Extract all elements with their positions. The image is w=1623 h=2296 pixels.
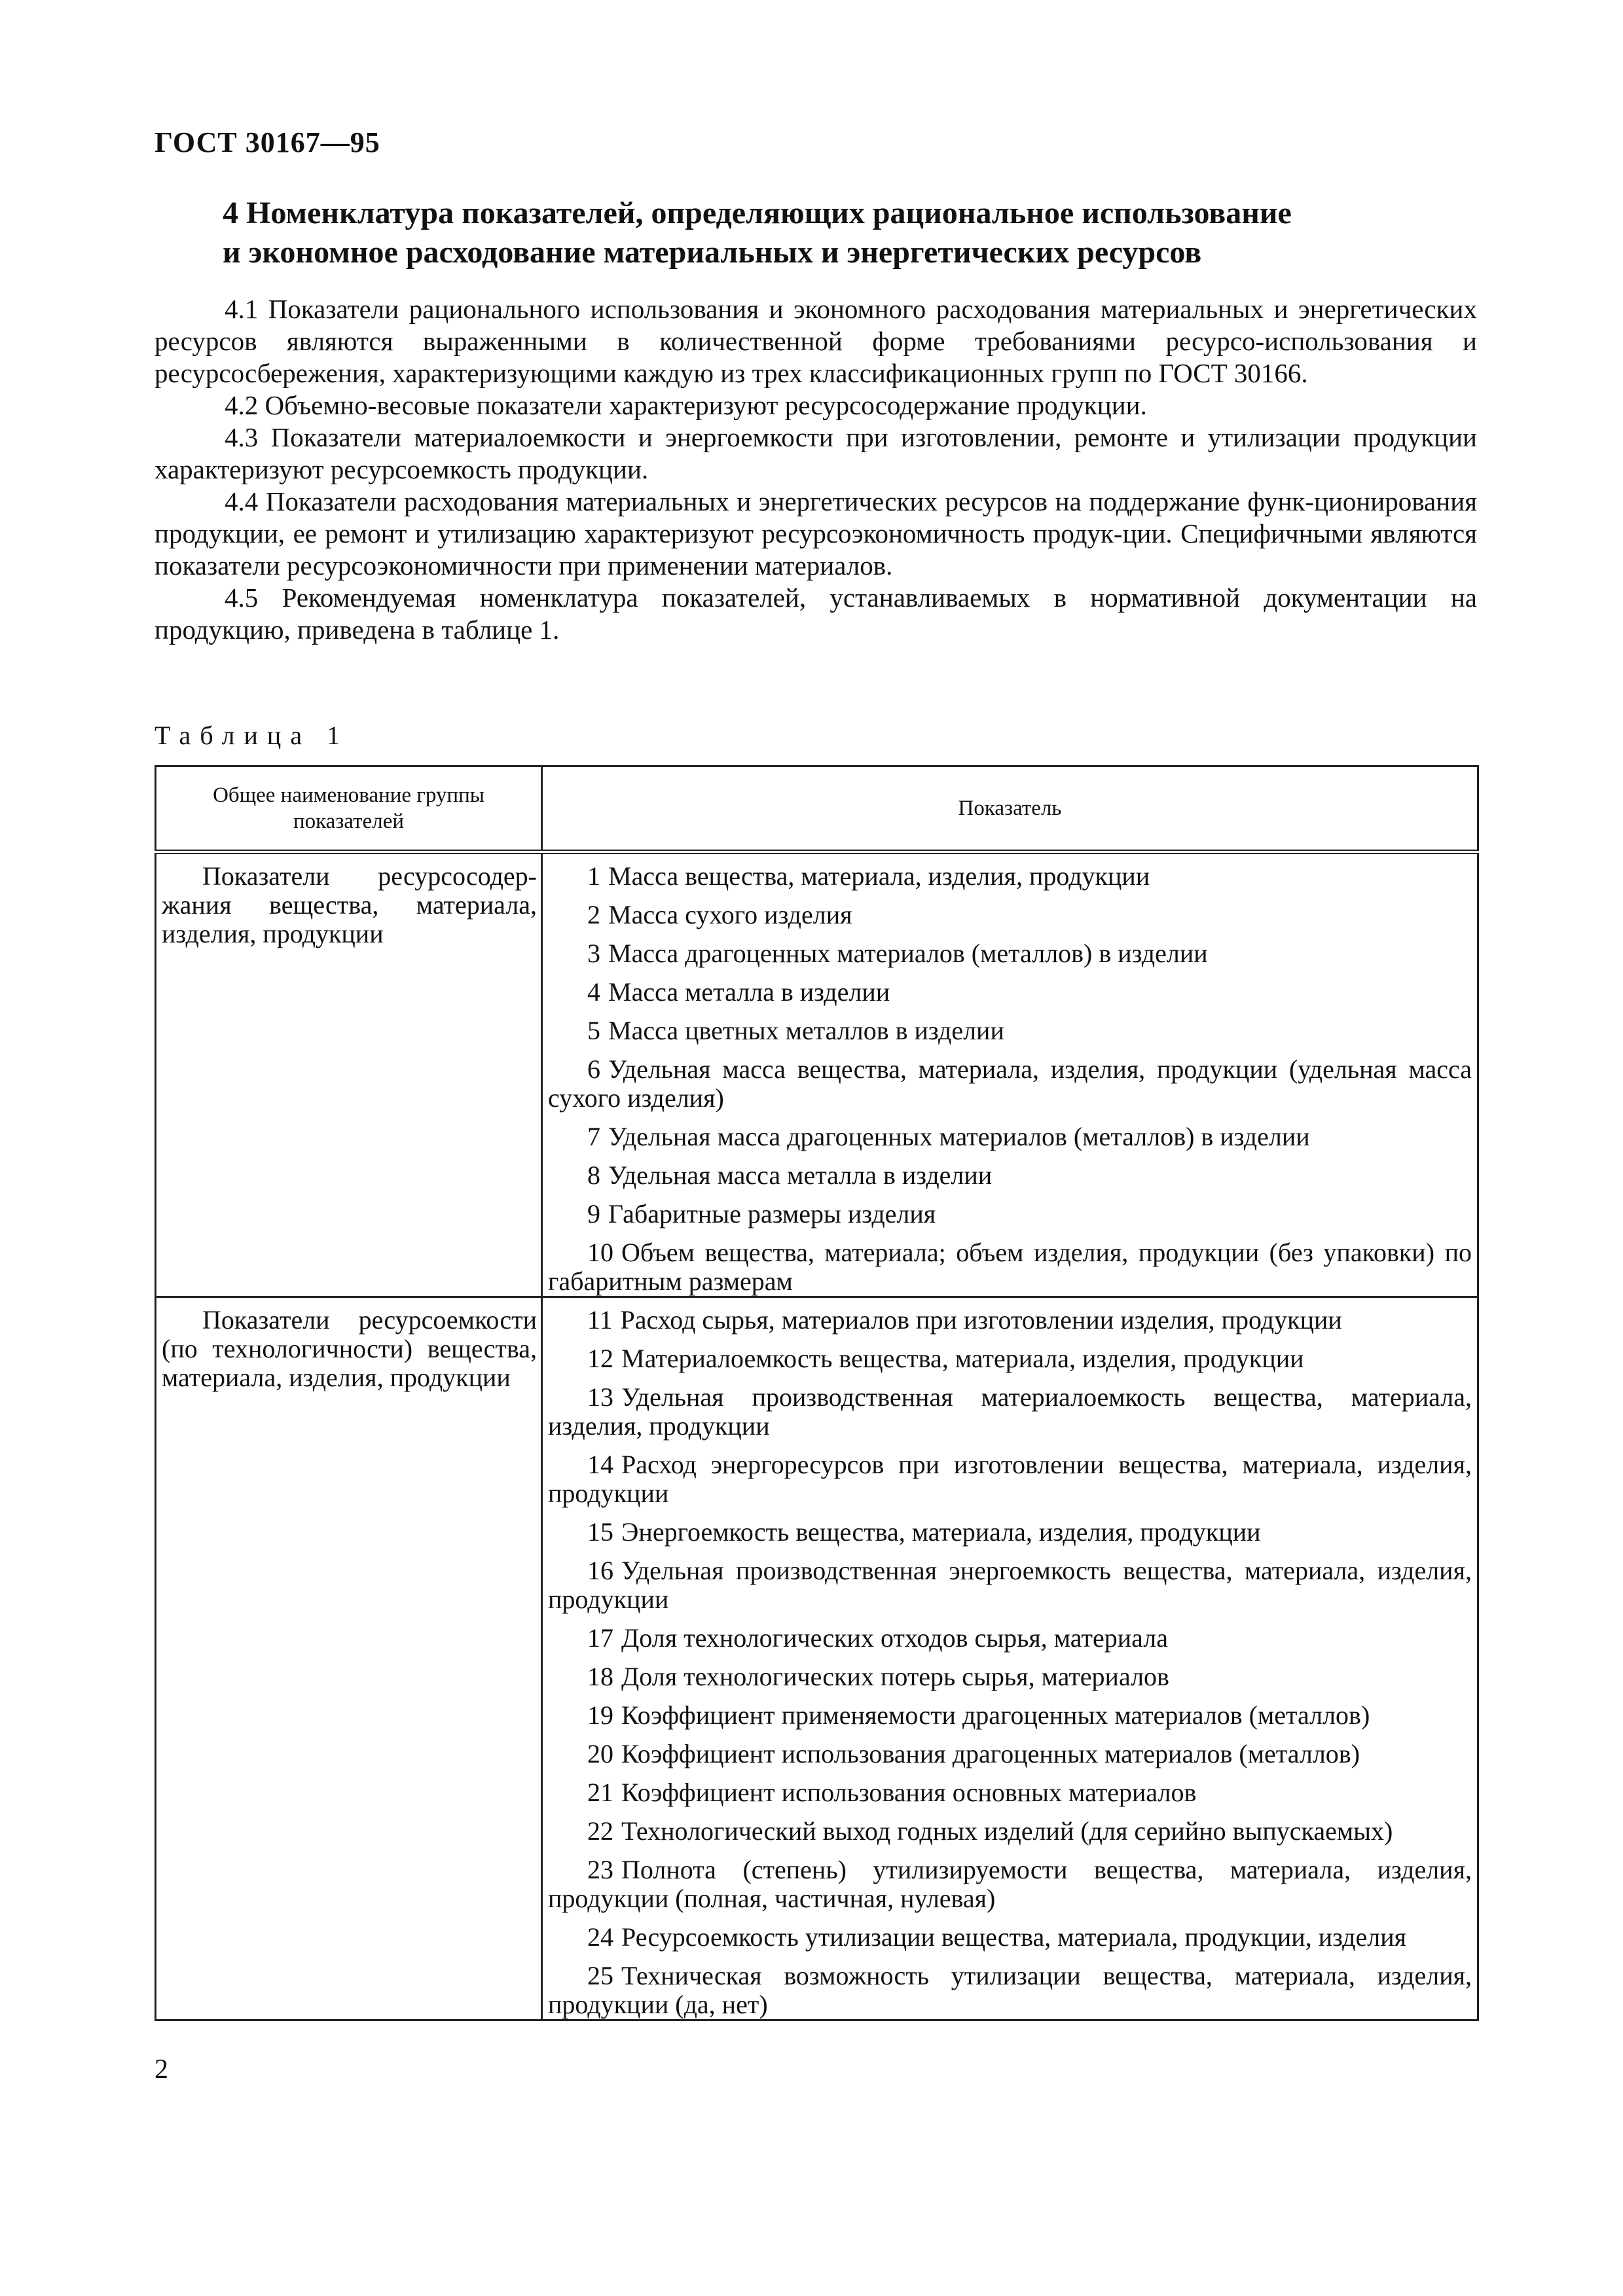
indicator-text: Расход энергоресурсов при изготовлении вещества, материала, изделия, продукции [548,1450,1472,1508]
paragraph-4-3: 4.3 Показатели материалоемкости и энергоемкости при изготовлении, ремонте и утилизации продукции характеризуют ресурсоемкость продукции. [155,422,1477,484]
indicator-number: 15 [587,1517,613,1547]
indicator-item [543,1122,1477,1151]
indicator-number: 23 [587,1855,613,1884]
indicator-text: Коэффициент использования драгоценных материалов (металлов) [621,1739,1360,1768]
indicator-number: 21 [587,1778,613,1807]
indicator-number: 11 [587,1305,613,1335]
indicator-number: 24 [587,1922,613,1952]
table-header-row [156,766,1478,852]
indicator-number: 7 [587,1122,600,1151]
indicator-item [543,1662,1477,1691]
indicator-text: Масса драгоценных материалов (металлов) в изделии [608,939,1208,968]
indicator-number: 1 [587,861,600,891]
indicator-number: 2 [587,900,600,929]
indicator-text: Технологический выход годных изделий (для серийно выпускаемых) [621,1816,1393,1846]
paragraph-4-2: 4.2 Объемно-весовые показатели характеризуют ресурсосодержание продукции. [225,390,1147,420]
indicator-text: Удельная производственная материалоемкость вещества, материала, изделия, продукции [548,1382,1472,1441]
paragraph-4-5: 4.5 Рекомендуемая номенклатура показателей, устанавливаемых в нормативной документации на продукцию, приведена в таблице 1. [155,583,1477,645]
indicator-number: 3 [587,939,600,968]
indicator-text: Доля технологических потерь сырья, материалов [621,1662,1169,1691]
indicator-text: Удельная масса драгоценных материалов (металлов) в изделии [608,1122,1310,1151]
page-number: 2 [155,2054,168,2085]
indicator-text: Масса цветных металлов в изделии [608,1016,1004,1045]
indicator-item [543,1740,1477,1768]
indicator-text: Масса вещества, материала, изделия, продукции [608,861,1150,891]
indicator-item [543,1624,1477,1653]
indicator-number: 19 [587,1700,613,1730]
indicator-number: 5 [587,1016,600,1045]
indicator-text: Техническая возможность утилизации вещества, материала, изделия, продукции (да, нет) [548,1961,1472,2019]
section-title-line-1: 4 Номенклатура показателей, определяющих рациональное использование [223,196,1292,230]
group-name: Показатели ресурсосодер-жания вещества, материала, изделия, продукции [162,861,537,948]
document-code: ГОСТ 30167—95 [155,126,380,158]
group-cell [156,852,542,1297]
indicator-text: Удельная масса металла в изделии [608,1160,993,1190]
indicators-table [155,765,1479,2021]
indicator-item [543,1778,1477,1807]
indicator-text: Удельная масса вещества, материала, изделия, продукции (удельная масса сухого изделия) [548,1054,1472,1113]
indicator-item [543,1344,1477,1373]
indicators-cell [542,852,1478,1297]
body-text [155,293,1477,646]
indicator-item [543,1055,1477,1113]
indicator-item [543,1701,1477,1730]
indicator-item [543,1238,1477,1296]
indicator-number: 12 [587,1344,613,1373]
indicator-text: Доля технологических отходов сырья, материала [621,1623,1168,1653]
indicator-text: Коэффициент применяемости драгоценных материалов (металлов) [621,1700,1370,1730]
indicator-item [543,1383,1477,1441]
section-title [223,194,1467,272]
indicator-item [543,1556,1477,1614]
indicator-number: 10 [587,1238,613,1267]
indicator-text: Коэффициент использования основных материалов [621,1778,1197,1807]
table-row [156,852,1478,1297]
indicators-cell [542,1297,1478,2020]
indicator-number: 17 [587,1623,613,1653]
indicator-text: Ресурсоемкость утилизации вещества, материала, продукции, изделия [621,1922,1407,1952]
paragraph-4-4: 4.4 Показатели расходования материальных и энергетических ресурсов на поддержание функ-ционирования продукции, ее ремонт и утилизацию характеризуют ресурсоэкономичность продук-ции. Специфичными являются показатели ресурсоэкономичности при применении материалов. [155,486,1477,581]
indicator-item [543,1161,1477,1190]
indicator-item [543,1450,1477,1508]
table-header-indicator: Показатель [542,766,1478,852]
indicator-number: 20 [587,1739,613,1768]
section-title-line-2: и экономное расходование материальных и энергетических ресурсов [223,235,1202,270]
indicator-number: 6 [587,1054,600,1084]
indicator-item [543,854,1477,891]
table-row [156,1297,1478,2020]
indicator-number: 13 [587,1382,613,1412]
indicator-number: 14 [587,1450,613,1479]
indicator-text: Масса металла в изделии [608,977,890,1007]
indicator-number: 22 [587,1816,613,1846]
paragraph-4-1: 4.1 Показатели рационального использования и экономного расходования материальных и энергетических ресурсов являются выраженными в количественной форме требованиями ресурсо-использования и ресурсосбережения, характеризующими каждую из трех классификационных групп по ГОСТ 30166. [155,294,1477,388]
indicator-number: 8 [587,1160,600,1190]
indicator-item [543,939,1477,968]
indicator-text: Энергоемкость вещества, материала, изделия, продукции [621,1517,1261,1547]
indicator-number: 9 [587,1199,600,1229]
group-cell [156,1297,542,2020]
indicator-item [543,1016,1477,1045]
indicator-number: 18 [587,1662,613,1691]
indicator-text: Материалоемкость вещества, материала, изделия, продукции [621,1344,1304,1373]
indicator-item [543,901,1477,929]
table-header-group: Общее наименование группы показателей [156,766,542,852]
group-name: Показатели ресурсоемкости (по технологичности) вещества, материала, изделия, продукции [162,1305,537,1392]
indicator-text: Объем вещества, материала; объем изделия, продукции (без упаковки) по габаритным размерам [548,1238,1472,1296]
indicator-item [543,1962,1477,2019]
indicator-item [543,1856,1477,1913]
indicator-item [543,1817,1477,1846]
indicator-number: 4 [587,977,600,1007]
indicator-item [543,1923,1477,1952]
indicator-item [543,1518,1477,1547]
indicator-text: Габаритные размеры изделия [608,1199,936,1229]
indicator-item [543,978,1477,1007]
table-caption: Таблица 1 [155,721,350,750]
indicator-item [543,1200,1477,1229]
indicator-number: 25 [587,1961,613,1990]
indicator-text: Масса сухого изделия [608,900,852,929]
indicator-number: 16 [587,1556,613,1585]
indicator-text: Расход сырья, материалов при изготовлении изделия, продукции [620,1305,1342,1335]
indicator-text: Удельная производственная энергоемкость вещества, материала, изделия, продукции [548,1556,1472,1614]
indicator-text: Полнота (степень) утилизируемости вещества, материала, изделия, продукции (полная, частичная, нулевая) [548,1855,1472,1913]
indicator-item [543,1298,1477,1335]
